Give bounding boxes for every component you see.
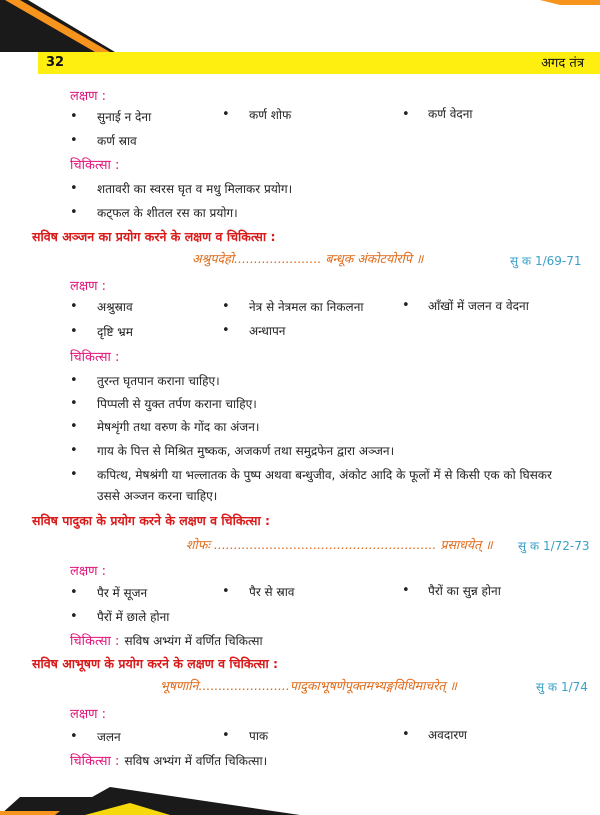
bullet: • [70, 729, 78, 744]
lakshan-label: लक्षण : [70, 279, 107, 294]
bullet: • [402, 583, 410, 598]
section-heading: सविष पादुका के प्रयोग करने के लक्षण व चिकित्सा : [32, 513, 271, 528]
bullet: • [70, 299, 78, 314]
bullet: • [70, 609, 78, 624]
treatment-item: गाय के पित्त से मिश्रित मुष्कक, अजकर्ण तथा समुद्रफेन द्वारा अञ्जन। [97, 444, 395, 458]
verse-reference: सु क 1/69-71 [510, 254, 582, 268]
bullet: • [222, 107, 230, 122]
treatment-item: शतावरी का स्वरस घृत व मधु मिलाकर प्रयोग। [97, 182, 293, 196]
chikitsa-text: सविष अभ्यंग में वर्णित चिकित्सा [124, 634, 263, 648]
chikitsa-text: सविष अभ्यंग में वर्णित चिकित्सा। [124, 754, 268, 768]
bullet: • [70, 396, 78, 411]
chikitsa-label: चिकित्सा : [70, 754, 120, 769]
lakshan-label: लक्षण : [70, 707, 107, 722]
symptom-item: पैर में सूजन [97, 586, 148, 600]
treatment-item: कपित्थ, मेषश्रंगी या भल्लातक के पुष्प अथवा बन्धुजीव, अंकोट आदि के फूलों में से किसी एक को घिसकर [97, 468, 552, 482]
treatment-item: मेषशृंगी तथा वरुण के गोंद का अंजन। [97, 420, 260, 434]
bullet: • [402, 727, 410, 742]
bullet: • [222, 584, 230, 599]
page-number: 32 [46, 55, 65, 70]
chikitsa-label: चिकित्सा : [70, 634, 120, 649]
verse-text: भूषणानि.......................पादुकाभूषणेपूक्तमभ्यङ्गविधिमाचरेत् ॥ [160, 678, 457, 693]
bullet: • [70, 109, 78, 124]
treatment-item: कट्फल के शीतल रस का प्रयोग। [97, 206, 238, 220]
chikitsa-line [70, 630, 263, 649]
chikitsa-label: चिकित्सा : [70, 350, 120, 365]
header-decoration [0, 0, 600, 100]
symptom-item: पैर से स्राव [249, 585, 295, 599]
lakshan-label: लक्षण : [70, 89, 107, 104]
symptom-item: दृष्टि भ्रम [97, 325, 133, 339]
symptom-item: जलन [97, 730, 121, 744]
symptom-item: कर्ण स्राव [97, 134, 137, 148]
symptom-item: आँखों में जलन व वेदना [428, 299, 529, 313]
bullet: • [222, 323, 230, 338]
section-heading: सविष अञ्जन का प्रयोग करने के लक्षण व चिकित्सा : [32, 229, 276, 244]
bullet: • [70, 181, 78, 196]
chikitsa-label: चिकित्सा : [70, 158, 120, 173]
treatment-item: तुरन्त घृतपान कराना चाहिए। [97, 374, 220, 388]
symptom-item: पाक [249, 729, 269, 743]
verse-text: शोफः ........................................................ प्रसाधयेत् ॥ [186, 537, 493, 552]
chikitsa-line [70, 750, 267, 769]
symptom-item: कर्ण वेदना [428, 107, 473, 121]
lakshan-label: लक्षण : [70, 564, 107, 579]
header-bar [38, 52, 600, 74]
bullet: • [70, 205, 78, 220]
bullet: • [70, 324, 78, 339]
verse-reference: सु क 1/72-73 [518, 539, 590, 553]
verse-text: अश्रुपदेहो...................... बन्धूक अंकोटयोरपि ॥ [192, 251, 424, 266]
treatment-item-continued: उससे अञ्जन करना चाहिए। [97, 489, 218, 503]
bullet: • [70, 467, 78, 482]
symptom-item: नेत्र से नेत्रमल का निकलना [249, 300, 364, 314]
bullet: • [402, 107, 410, 122]
page-header-title: अगद तंत्र [541, 56, 584, 71]
symptom-item: कर्ण शोफ [249, 108, 292, 122]
symptom-item: पैरों का सुन्न होना [428, 584, 501, 598]
bullet: • [70, 373, 78, 388]
verse-reference: सु क 1/74 [536, 680, 588, 694]
symptom-item: सुनाई न देना [97, 110, 152, 124]
symptom-item: अवदारण [428, 728, 467, 742]
symptom-item: पैरों में छाले होना [97, 610, 170, 624]
bullet: • [70, 133, 78, 148]
bullet: • [402, 298, 410, 313]
treatment-item: पिप्पली से युक्त तर्पण कराना चाहिए। [97, 397, 257, 411]
bullet: • [222, 728, 230, 743]
bullet: • [70, 443, 78, 458]
bullet: • [222, 299, 230, 314]
bullet: • [70, 419, 78, 434]
symptom-item: अन्धापन [249, 324, 286, 338]
footer-decoration [0, 785, 600, 815]
section-heading: सविष आभूषण के प्रयोग करने के लक्षण व चिकित्सा : [32, 656, 279, 671]
bullet: • [70, 585, 78, 600]
symptom-item: अश्रुस्राव [97, 300, 133, 314]
